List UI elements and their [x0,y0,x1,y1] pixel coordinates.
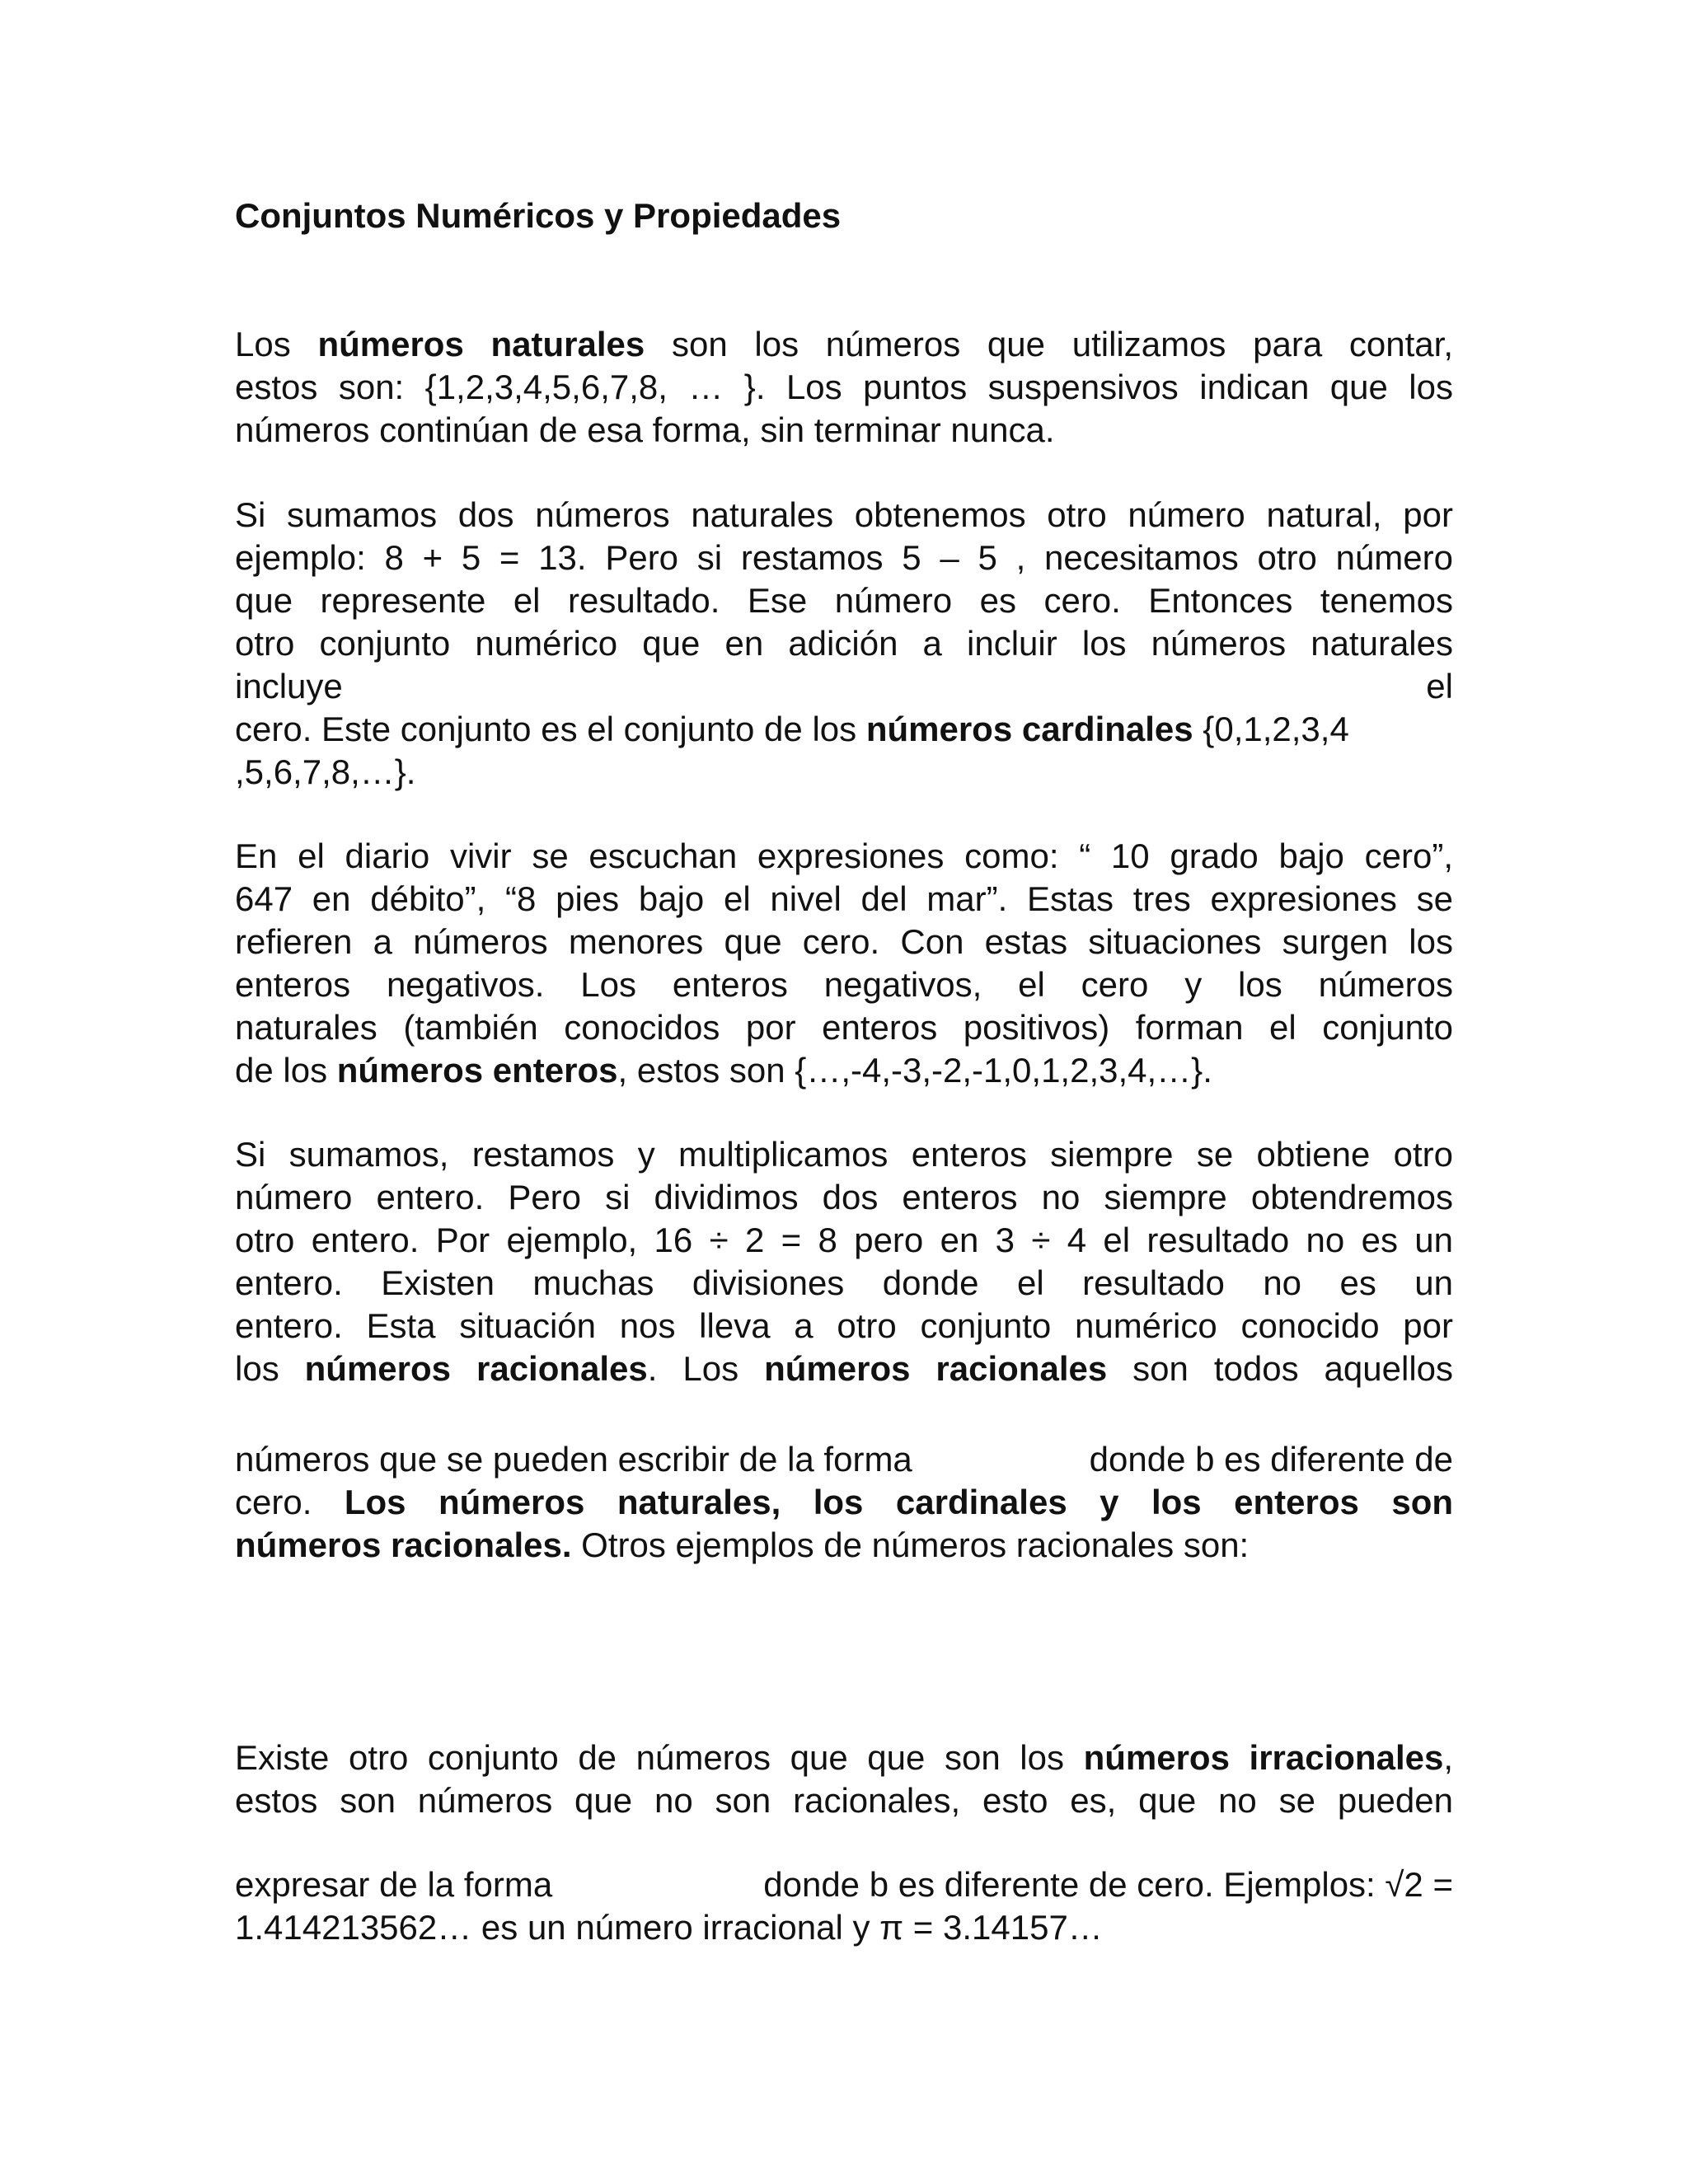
text-run: {0,1,2,3,4 [1193,710,1349,748]
paragraph-ejemplos-irracionales [235,1863,1453,1949]
text-line: entero. Esta situación nos lleva a otro conjunto numérico conocido por [235,1306,1453,1345]
bold-term: números racionales [764,1349,1108,1388]
text-line: 647 en débito”, “8 pies bajo el nivel del mar”. Estas tres expresiones se [235,879,1453,918]
text-line [235,323,1453,366]
paragraph-numeros-naturales [235,323,1453,452]
bold-term: Los números naturales, los cardinales y los enteros son [344,1483,1454,1521]
text-line: otro conjunto numérico que en adición a incluir los números naturales [235,624,1453,663]
paragraph-numeros-racionales [235,1133,1453,1390]
text-run: donde b es diferente de [1089,1440,1453,1479]
paragraph-numeros-irracionales [235,1736,1453,1822]
text-line: estos son números que no son racionales, esto es, que no se pueden [235,1781,1453,1820]
text-run: . Los [647,1349,765,1388]
text-run: , estos son {…,-4,-3,-2,-1,0,1,2,3,4,…}. [617,1051,1212,1090]
bold-term: números naturales [317,325,645,363]
text-line: ejemplo: 8 + 5 = 13. Pero si restamos 5 – 5 , necesitamos otro número [235,538,1453,577]
text-line: números continúan de esa forma, sin terminar nunca. [235,410,1055,449]
text-run: expresar de la forma [235,1865,553,1904]
text-run: Los [235,325,318,363]
text-run: , [1443,1738,1453,1777]
paragraph-numeros-cardinales [235,494,1453,794]
text-line: otro entero. Por ejemplo, 16 ÷ 2 = 8 pero en 3 ÷ 4 el resultado no es un [235,1221,1453,1259]
text-run: de los [235,1051,337,1090]
bold-term: números enteros [336,1051,618,1090]
bold-term: números cardinales [865,710,1193,748]
text-line: estos son: {1,2,3,4,5,6,7,8, … }. Los puntos suspensivos indican que los [235,368,1453,406]
text-line [235,1863,1453,1906]
text-line: Si sumamos, restamos y multiplicamos enteros siempre se obtiene otro [235,1135,1453,1174]
text-run: incluye [235,667,343,705]
document-title: Conjuntos Numéricos y Propiedades [235,196,842,235]
text-run: los [235,1349,305,1388]
text-run: cero. [235,1483,345,1521]
text-line: refieren a números menores que cero. Con estas situaciones surgen los [235,922,1453,961]
text-line [235,1736,1453,1779]
text-line [235,708,1453,751]
text-line: naturales (también conocidos por enteros positivos) forman el conjunto [235,1008,1453,1047]
text-run: son los números que utilizamos para contar, [645,325,1453,363]
text-line [235,665,1453,708]
text-run: Existe otro conjunto de números que que son los [235,1738,1084,1777]
text-line: ,5,6,7,8,…}. [235,752,416,791]
bold-term: números racionales. [235,1526,572,1564]
bold-term: números racionales [304,1349,648,1388]
text-line: enteros negativos. Los enteros negativos, el cero y los números [235,965,1453,1004]
text-line: que represente el resultado. Ese número es cero. Entonces tenemos [235,581,1453,620]
text-line: En el diario vivir se escuchan expresiones como: “ 10 grado bajo cero”, [235,837,1453,875]
text-line [235,1049,1453,1092]
text-run: son todos aquellos [1107,1349,1454,1388]
text-line [235,1481,1453,1524]
text-run: cero. Este conjunto es el conjunto de los [235,710,866,748]
text-line [235,1524,1453,1567]
text-run: Otros ejemplos de números racionales son: [571,1526,1250,1564]
text-run: números que se pueden escribir de la forma [235,1440,912,1479]
text-line [235,1347,1453,1390]
paragraph-forma-racional [235,1438,1453,1567]
bold-term: números irracionales [1083,1738,1444,1777]
text-line: número entero. Pero si dividimos dos enteros no siempre obtendremos [235,1178,1453,1216]
text-line [235,1438,1453,1481]
paragraph-numeros-enteros [235,835,1453,1092]
text-line: Si sumamos dos números naturales obtenemos otro número natural, por [235,495,1453,534]
text-line: entero. Existen muchas divisiones donde el resultado no es un [235,1263,1453,1302]
text-run: donde b es diferente de cero. Ejemplos: √2 = [763,1865,1453,1904]
text-run: el [1426,667,1453,705]
text-line: 1.414213562… es un número irracional y π = 3.14157… [235,1908,1103,1947]
